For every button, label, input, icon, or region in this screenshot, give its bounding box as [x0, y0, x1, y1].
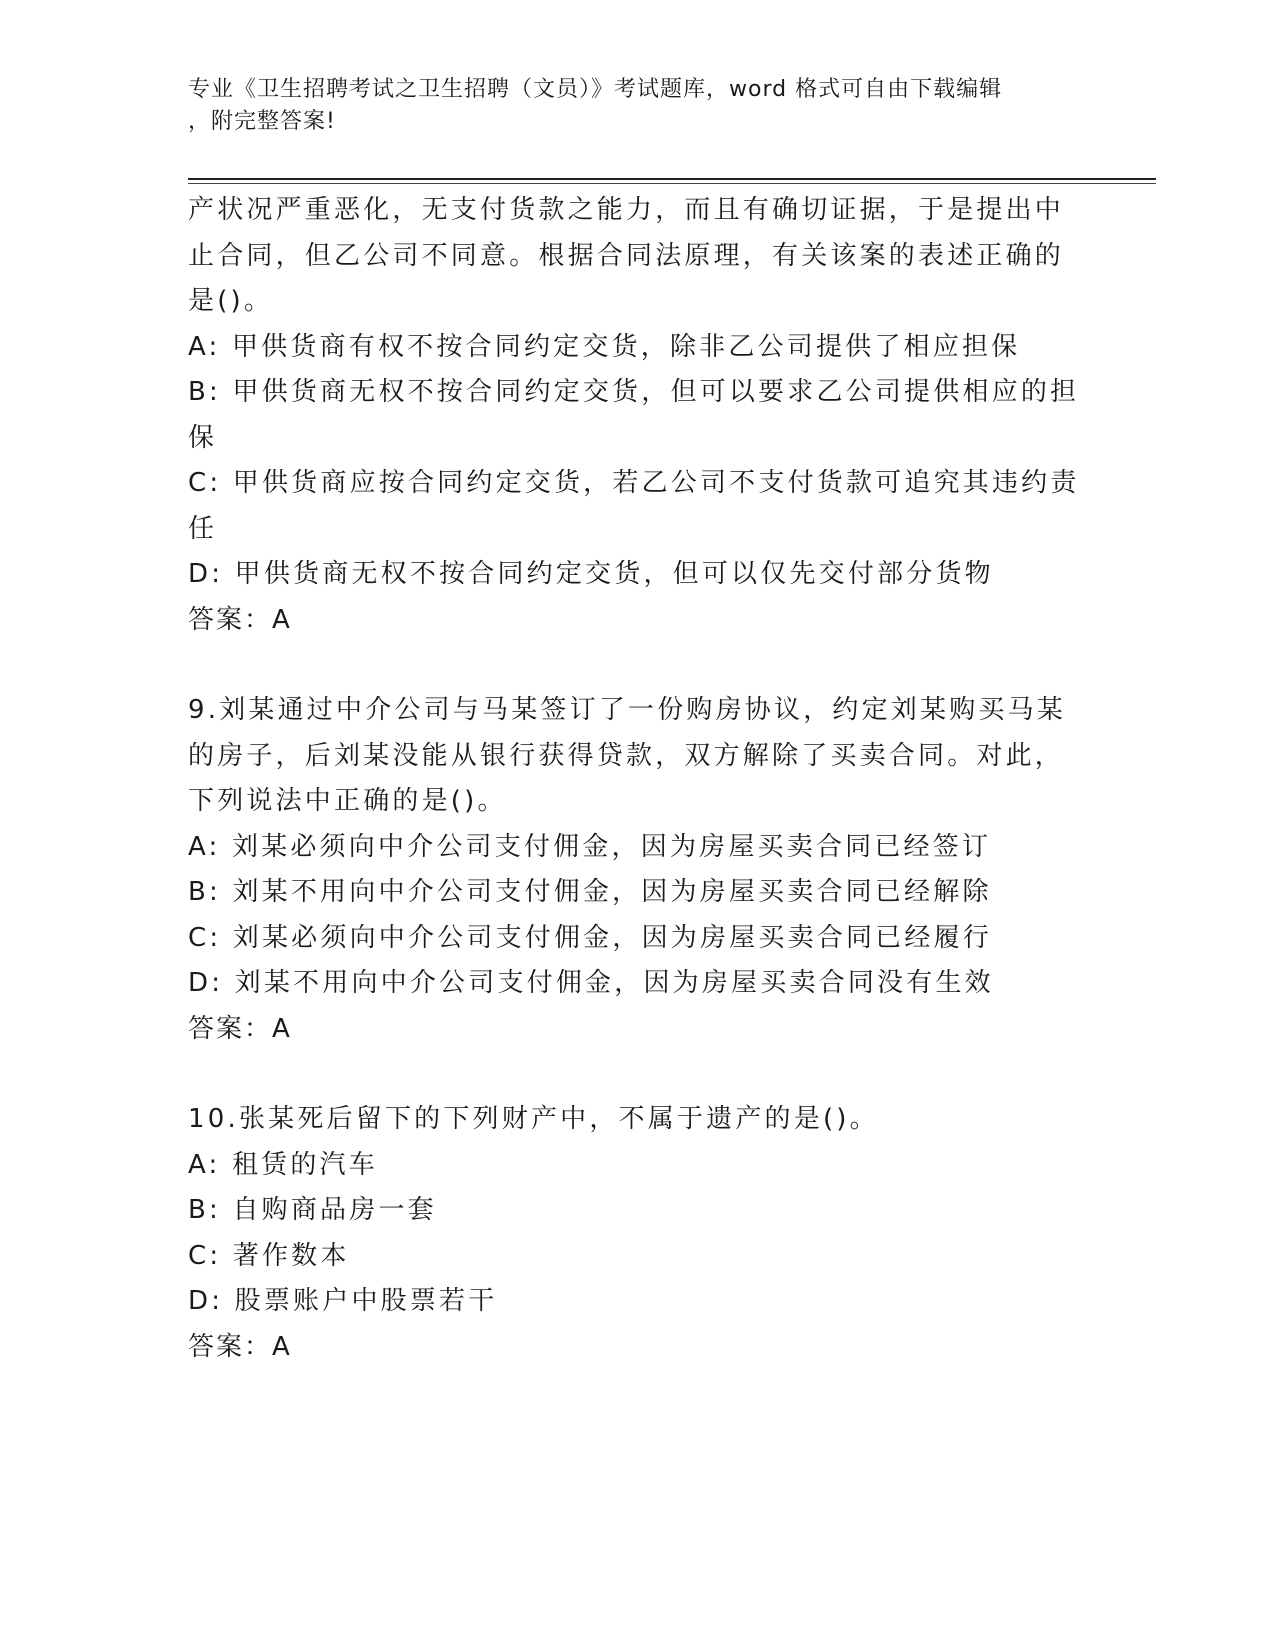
- question-stem-line: 10.张某死后留下的下列财产中，不属于遗产的是()。: [188, 1104, 879, 1134]
- answer-line: 答案：A: [188, 604, 292, 635]
- option-c: C: 甲供货商应按合同约定交货，若乙公司不支付货款可追究其违约责: [188, 468, 1080, 498]
- option-a: A: 刘某必须向中介公司支付佣金，因为房屋买卖合同已经签订: [188, 831, 992, 862]
- option-c: C: 刘某必须向中介公司支付佣金，因为房屋买卖合同已经履行: [188, 922, 992, 953]
- option-b-continued: 保: [188, 422, 218, 453]
- question-list: [188, 188, 1088, 1370]
- question-stem-line: 9.刘某通过中介公司与马某签订了一份购房协议，约定刘某购买马某: [188, 695, 1067, 725]
- option-a: A: 甲供货商有权不按合同约定交货，除非乙公司提供了相应担保: [188, 331, 1021, 362]
- question-stem-line: 止合同，但乙公司不同意。根据合同法原理，有关该案的表述正确的: [188, 240, 1065, 271]
- question-stem-line: 的房子，后刘某没能从银行获得贷款，双方解除了买卖合同。对此，: [188, 740, 1065, 771]
- question-stem-line: 下列说法中正确的是()。: [188, 786, 507, 816]
- document-header: [188, 74, 1068, 138]
- question-8-continued: [188, 188, 1088, 643]
- option-a: A: 租赁的汽车: [188, 1149, 378, 1180]
- question-spacer: [188, 643, 1088, 688]
- question-9: [188, 688, 1088, 1052]
- option-c-continued: 任: [188, 513, 218, 544]
- question-10: [188, 1097, 1088, 1370]
- option-d: D: 甲供货商无权不按合同约定交货，但可以仅先交付部分货物: [188, 559, 994, 589]
- option-b: B: 甲供货商无权不按合同约定交货，但可以要求乙公司提供相应的担: [188, 377, 1080, 407]
- option-d: D: 刘某不用向中介公司支付佣金，因为房屋买卖合同没有生效: [188, 968, 994, 998]
- option-d: D: 股票账户中股票若干: [188, 1286, 498, 1316]
- question-stem-line: 产状况严重恶化，无支付货款之能力，而且有确切证据，于是提出中: [188, 195, 1065, 225]
- question-stem-line: 是()。: [188, 286, 274, 316]
- header-divider-thick: [188, 178, 1156, 180]
- option-b: B: 刘某不用向中介公司支付佣金，因为房屋买卖合同已经解除: [188, 877, 992, 907]
- option-b: B: 自购商品房一套: [188, 1195, 437, 1225]
- question-spacer: [188, 1052, 1088, 1097]
- header-title-line-2: ，附完整答案!: [188, 109, 336, 134]
- option-c: C: 著作数本: [188, 1240, 350, 1271]
- answer-line: 答案：A: [188, 1331, 292, 1362]
- header-divider-thin: [188, 183, 1156, 184]
- answer-line: 答案：A: [188, 1013, 292, 1044]
- header-title-line-1: 专业《卫生招聘考试之卫生招聘（文员）》考试题库，word 格式可自由下载编辑: [188, 77, 1003, 102]
